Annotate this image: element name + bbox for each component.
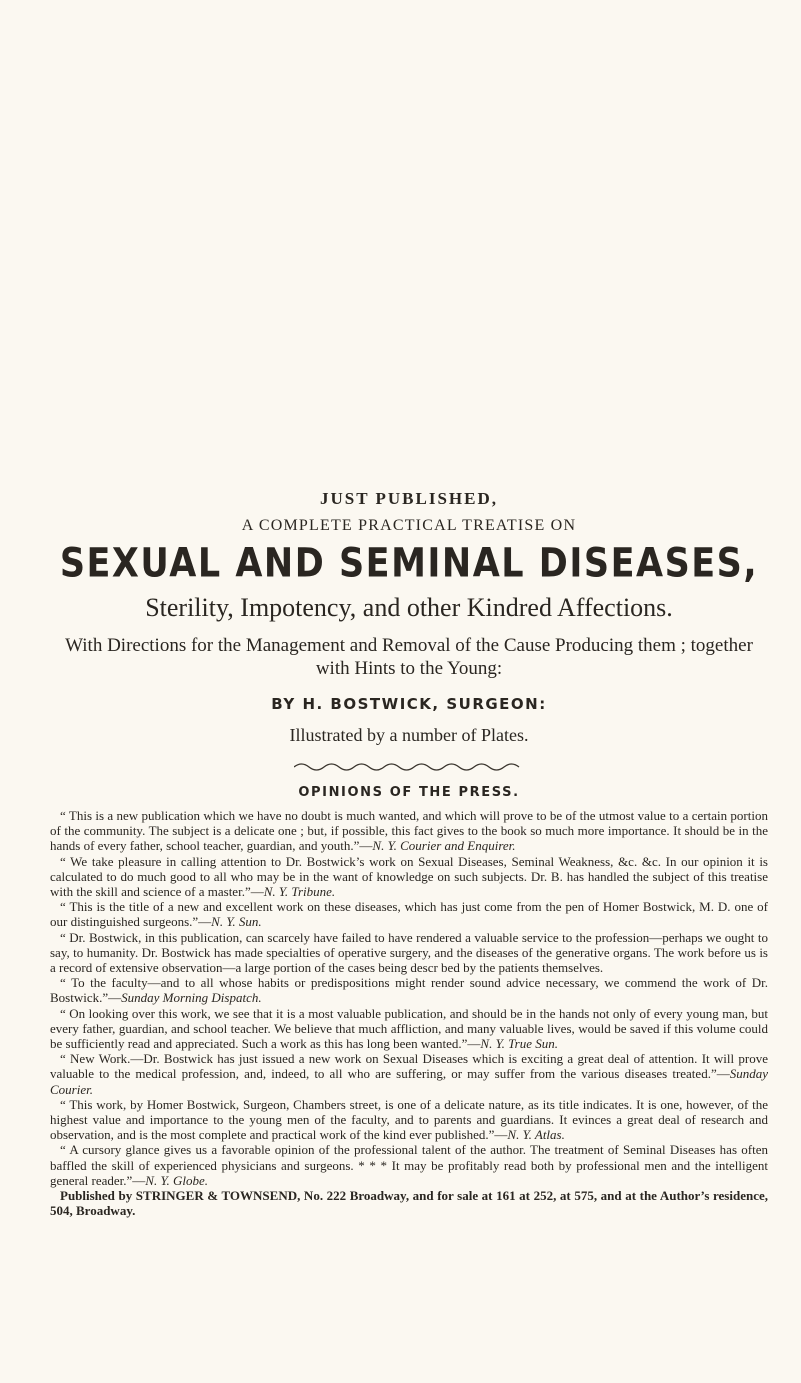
press-quote: [50, 854, 768, 900]
ad-header: [50, 488, 768, 802]
book-advertisement: [50, 488, 768, 1218]
author-line: BY H. BOSTWICK, SURGEON:: [271, 695, 547, 713]
quote-text: “ We take pleasure in calling attention to Dr. Bostwick’s work on Sexual Diseases, Seminal Weakness, &c. &c. In our opinion it is calculated to do much good to all who may be in the want of knowledge on such subjects. Dr. B. has handled the subject of this treatise with the skill and science of a master.”—: [50, 853, 768, 900]
quote-text: “ This work, by Homer Bostwick, Surgeon, Chambers street, is one of a delicate nature, as its title indicates. It is one, however, of the highest value and importance to the young men of the faculty, and to parents and guardians. It evinces a great deal of research and observation, and is the most complete and practical work of the kind ever published.”—: [50, 1096, 768, 1143]
opinions-heading: OPINIONS OF THE PRESS.: [298, 785, 520, 800]
press-quote: [50, 1051, 768, 1097]
publisher-line: Published by STRINGER & TOWNSEND, No. 222 Broadway, and for sale at 161 at 252, at 575, and at the Author’s residence, 504, Broadway.: [50, 1188, 768, 1219]
press-quote: [50, 975, 768, 1005]
wavy-rule-ornament: [294, 762, 524, 772]
just-published-heading: JUST PUBLISHED,: [319, 489, 498, 508]
quote-text: “ New Work.—Dr. Bostwick has just issued a new work on Sexual Diseases which is exciting a great deal of attention. It will prove valuable to the medical profession, and, indeed, to all who are suffering, or may suffer from the various diseases treated.”—: [50, 1051, 768, 1082]
press-quote: [50, 1142, 768, 1188]
quote-text: “ On looking over this work, we see that it is a most valuable publication, and should be in the hands not only of every young man, but every father, guardian, and school teacher. We believe that much affliction, and many valuable lives, would be saved if this volume could be sufficiently read and appreciated. Such a work as this has long been wanted.”—: [50, 1005, 768, 1052]
illustrated-line: Illustrated by a number of Plates.: [289, 725, 529, 745]
quote-source: N. Y. Courier and Enquirer.: [372, 838, 516, 854]
quote-text: “ This is a new publication which we have no doubt is much wanted, and which will prove to be of the utmost value to a certain portion of the community. The subject is a delicate one ; but, if possible, this fact gives to the book so much more importance. It should be in the hands of every father, school teacher, guardian, and youth.”—: [50, 808, 768, 854]
press-quote: [50, 930, 768, 976]
press-quote: [50, 899, 768, 929]
quote-text: “ This is the title of a new and excellent work on these diseases, which has just come from the pen of Homer Bostwick, M. D. one of our distinguished surgeons.”—: [50, 899, 768, 930]
quote-source: N. Y. Globe.: [145, 1172, 209, 1188]
subtitle: Sterility, Impotency, and other Kindred Affections.: [145, 593, 673, 622]
press-quote: [50, 808, 768, 854]
quote-text: “ Dr. Bostwick, in this publication, can scarcely have failed to have rendered a valuable service to the profession—perhaps we ought to say, to humanity. Dr. Bostwick has made specialties of operative surgery, and the diseases of the generative organs. The work before us is a record of extensive observation—a large portion of the cases being descr bed by the patients themselves.: [50, 929, 768, 976]
quote-source: Sunday Courier.: [50, 1066, 768, 1097]
main-title: SEXUAL AND SEMINAL DISEASES,: [59, 541, 759, 587]
quote-source: Sunday Morning Dispatch.: [121, 990, 262, 1006]
quote-source: N. Y. True Sun.: [480, 1036, 558, 1052]
quote-source: N. Y. Tribune.: [263, 884, 336, 900]
quote-source: N. Y. Atlas.: [507, 1127, 565, 1143]
press-quote: [50, 1097, 768, 1143]
quote-text: “ To the faculty—and to all whose habits or predispositions might render sound advice necessary, we commend the work of Dr. Bostwick.”—: [50, 975, 768, 1006]
complete-treatise-line: A COMPLETE PRACTICAL TREATISE ON: [241, 517, 577, 534]
press-quote: [50, 1006, 768, 1052]
directions-line: With Directions for the Management and Removal of the Cause Producing them ; together with Hints to the Young:: [65, 635, 753, 679]
press-quotes: [50, 808, 768, 1218]
quote-text: “ A cursory glance gives us a favorable opinion of the professional talent of the author. The treatment of Seminal Diseases has often baffled the skill of experienced physicians and surgeons. * * * It may be profitably read both by professional men and the intelligent general reader.”—: [50, 1142, 768, 1188]
quote-source: N. Y. Sun.: [211, 914, 262, 930]
